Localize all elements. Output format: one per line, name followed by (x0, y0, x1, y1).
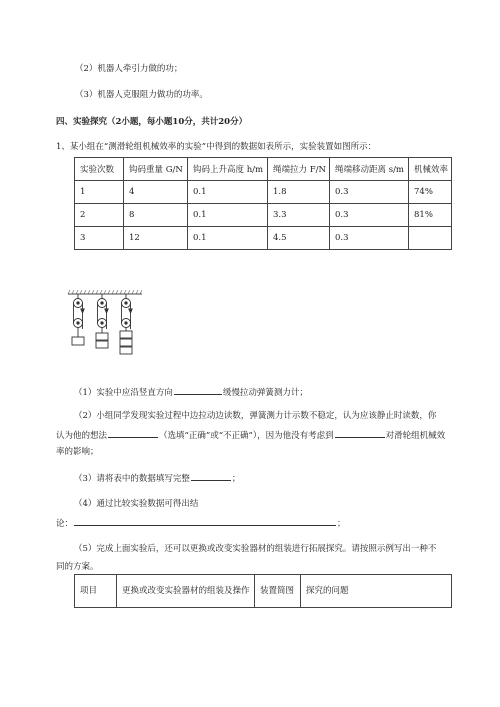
pulley-set-2-icon (96, 294, 108, 348)
table-cell: 8 (124, 204, 188, 227)
subquestion-4-line2 (56, 516, 346, 530)
answer-blank-1[interactable] (174, 385, 222, 395)
table-cell: 2 (75, 204, 124, 227)
table-header-cell: 钩码上升高度 h/m (188, 158, 268, 181)
table-header-cell: 钩码重量 G/N (124, 158, 188, 181)
table-cell: 0.1 (188, 204, 268, 227)
table-header-row (75, 158, 452, 181)
subquestion-2-text: 认为他的想法 (56, 431, 108, 441)
table-row (75, 227, 452, 250)
table-header-row (75, 575, 452, 608)
table-cell: 4.5 (268, 227, 330, 250)
question-2: （2）机器人牵引力做的功； (75, 64, 183, 74)
table-cell: 0.1 (188, 227, 268, 250)
table-header-cell: 绳端拉力 F/N (268, 158, 330, 181)
subquestion-3 (74, 471, 240, 485)
table-header-cell: 项目 (75, 575, 117, 608)
subquestion-1-text-end: 缓慢拉动弹簧测力计； (222, 388, 308, 398)
table-cell: 4 (124, 181, 188, 204)
table-cell (409, 227, 452, 250)
pulley-set-1-icon (72, 294, 84, 345)
table-cell: 1.8 (268, 181, 330, 204)
subquestion-3-text-end: ； (231, 474, 241, 484)
question-3: （3）机器人克服阻力做功的功率。 (75, 90, 208, 100)
exploration-table (74, 574, 452, 608)
table-cell: 0.3 (330, 181, 409, 204)
table-cell: 81% (409, 204, 452, 227)
table-header-cell: 装置简图 (255, 575, 301, 608)
table-cell: 0.1 (188, 181, 268, 204)
table-cell: 3 (75, 227, 124, 250)
table-row (75, 204, 452, 227)
table-header-cell: 机械效率 (409, 158, 452, 181)
subquestion-2-line1: （2）小组同学发现实验过程中边拉动边读数，弹簧测力计示数不稳定，认为应该静止时读数，你 (74, 411, 437, 421)
answer-blank-4[interactable] (74, 516, 336, 526)
table-header-cell: 实验次数 (75, 158, 124, 181)
subquestion-2-text: 对滑轮组机械效 (385, 431, 446, 441)
pulley-apparatus-figure (66, 289, 144, 357)
subquestion-1-text: （1）实验中应沿竖直方向 (74, 388, 173, 398)
subquestion-2-line2 (56, 428, 445, 442)
ceiling-icon (68, 290, 142, 294)
table-cell: 1 (75, 181, 124, 204)
table-cell: 12 (124, 227, 188, 250)
subquestion-2-text: （选填“正确”或“不正确”），因为他没有考虑到 (159, 431, 334, 441)
table-cell: 74% (409, 181, 452, 204)
subquestion-1 (74, 385, 308, 399)
pulley-set-3-icon (120, 294, 132, 354)
section-heading: 四、实验探究（2小题，每小题10分，共计20分） (56, 117, 248, 127)
subquestion-4-text: 论： (56, 519, 74, 529)
table-header-cell: 探究的问题 (301, 575, 452, 608)
subquestion-5-line2: 同的方案。 (56, 562, 99, 572)
table-cell: 0.3 (330, 227, 409, 250)
table-header-cell: 绳端移动距离 s/m (330, 158, 409, 181)
table-cell: 0.3 (330, 204, 409, 227)
subquestion-5-line1: （5）完成上面实验后，还可以更换或改变实验器材的组装进行拓展探究。请按照示例写出一种不 (74, 544, 437, 554)
table-cell: 3.3 (268, 204, 330, 227)
table-header-cell: 更换或改变实验器材的组装及操作 (117, 575, 255, 608)
answer-blank-3[interactable] (191, 471, 231, 481)
data-table (74, 157, 452, 250)
subquestion-4-text-end: ； (337, 519, 346, 529)
answer-blank-2a[interactable] (108, 428, 158, 438)
subquestion-4-line1: （4）通过比较实验数据可得出结 (74, 499, 199, 509)
table-row (75, 181, 452, 204)
answer-blank-2b[interactable] (335, 428, 385, 438)
subquestion-2-line3: 率的影响； (56, 447, 99, 457)
problem-intro: 1、某小组在“测滑轮组机械效率的实验”中得到的数据如表所示，实验装置如图所示： (56, 142, 377, 152)
subquestion-3-text: （3）请将表中的数据填写完整 (74, 474, 190, 484)
